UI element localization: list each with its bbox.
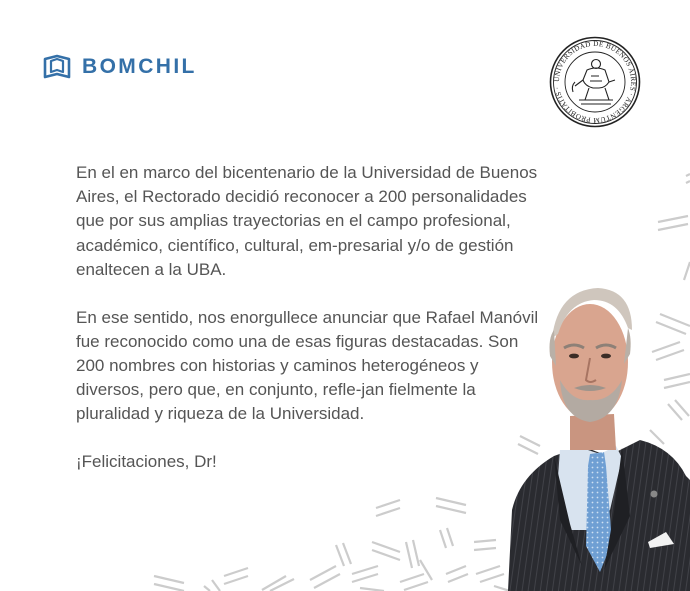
paragraph-recognition: En ese sentido, nos enorgullece anunciar que Rafael Manóvil fue reconocido como una de esas figuras destacadas. Son 200 nombres con historias y caminos heterogéneos y diversos, pero que, en conjunto, refle-jan fielmente la pluralidad y riqueza de la Universidad. (76, 307, 539, 424)
brand-logo (42, 54, 197, 80)
announcement-body (76, 161, 546, 498)
brand-name: BOMCHIL (82, 55, 197, 78)
book-logo-icon (42, 54, 72, 80)
paragraph-bicentenario: En el en marco del bicentenario de la Universidad de Buenos Aires, el Rectorado decidió reconocer a 200 personalidades que por sus amplias trayectorias en el campo profesional, académico, científico, cultural, em-presarial y/o de gestión enaltecen a la UBA. (76, 163, 538, 279)
seal-text: UNIVERSIDAD DE BUENOS AIRES · ARGENTUM PROBITATIS · (552, 39, 638, 125)
university-seal-icon (549, 36, 641, 128)
closing-line: ¡Felicitaciones, Dr! (76, 452, 217, 472)
portrait-photo-icon (490, 280, 690, 591)
